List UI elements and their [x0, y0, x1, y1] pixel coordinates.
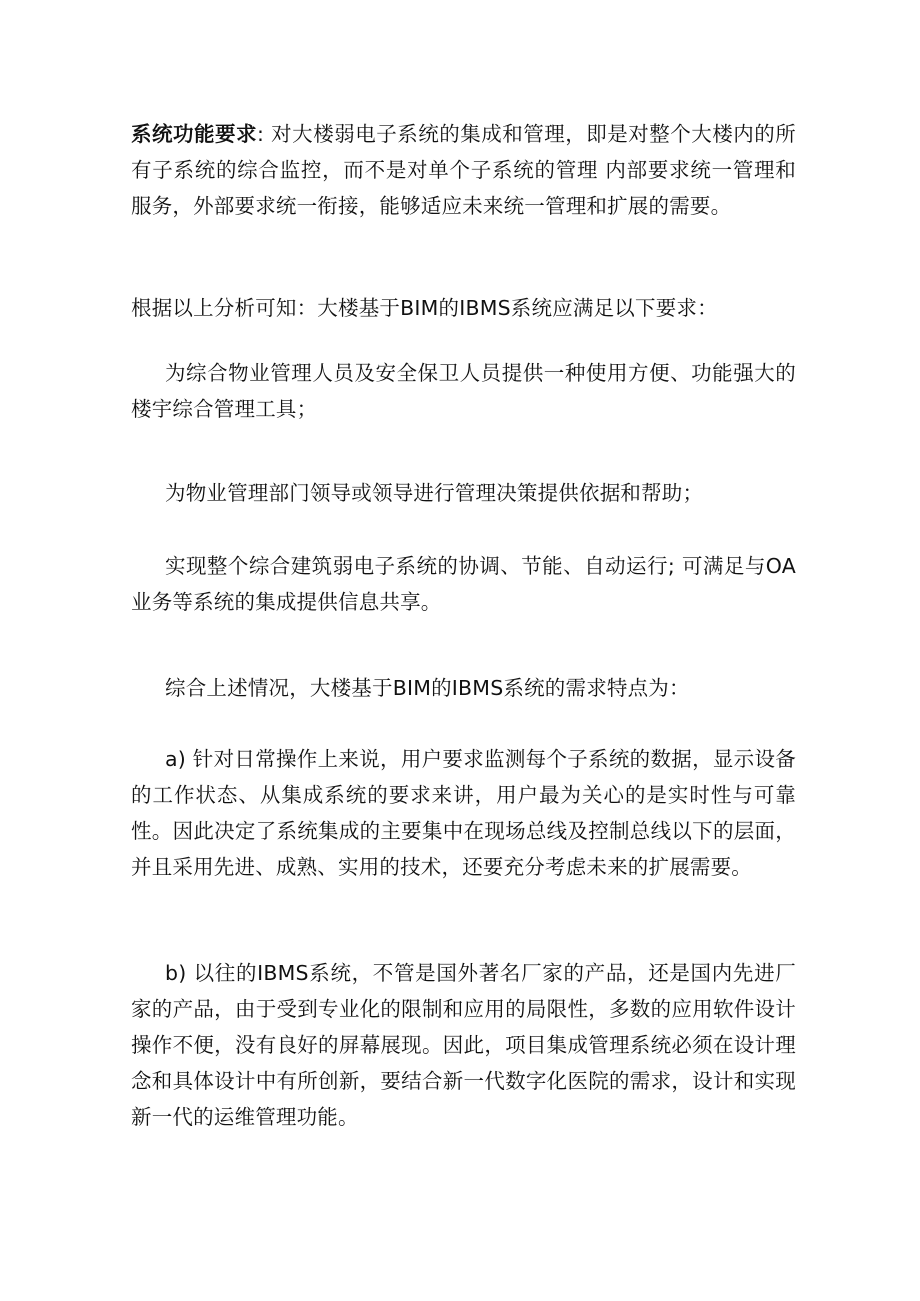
- paragraph-requirement-1: 为综合物业管理人员及安全保卫人员提供一种使用方便、功能强大的楼宇综合管理工具；: [131, 361, 796, 421]
- paragraph-feature-a: a) 针对日常操作上来说，用户要求监测每个子系统的数据，显示设备的工作状态、从集成系统的要求来讲，用户最为关心的是实时性与可靠性。因此决定了系统集成的主要集中在现场总线及控制总线以下的层面，并且采用先进、成熟、实用的技术，还要充分考虑未来的扩展需要。: [131, 747, 796, 879]
- paragraph-summary-intro: 综合上述情况，大楼基于BIM的IBMS系统的需求特点为：: [165, 676, 690, 700]
- paragraph-system-requirements: [131, 116, 796, 224]
- paragraph-feature-b: b) 以往的IBMS系统，不管是国外著名厂家的产品，还是国内先进厂家的产品，由于受到专业化的限制和应用的局限性，多数的应用软件设计操作不便，没有良好的屏幕展现。因此，项目集成管理系统必须在设计理念和具体设计中有所创新，要结合新一代数字化医院的需求，设计和实现新一代的运维管理功能。: [131, 961, 796, 1129]
- section-label-separator: :: [257, 122, 265, 146]
- section-label: 系统功能要求: [131, 122, 258, 146]
- paragraph-text: 对大楼弱电子系统的集成和管理，即是对整个大楼内的所有子系统的综合监控，而不是对单个子系统的管理 内部要求统一管理和服务，外部要求统一衔接，能够适应未来统一管理和扩展的需要。: [131, 122, 797, 218]
- paragraph-analysis-intro: 根据以上分析可知：大楼基于BIM的IBMS系统应满足以下要求：: [131, 296, 718, 320]
- paragraph-requirement-2: 为物业管理部门领导或领导进行管理决策提供依据和帮助；: [165, 481, 704, 505]
- paragraph-requirement-3: 实现整个综合建筑弱电子系统的协调、节能、自动运行; 可满足与OA业务等系统的集成提供信息共享。: [131, 554, 796, 614]
